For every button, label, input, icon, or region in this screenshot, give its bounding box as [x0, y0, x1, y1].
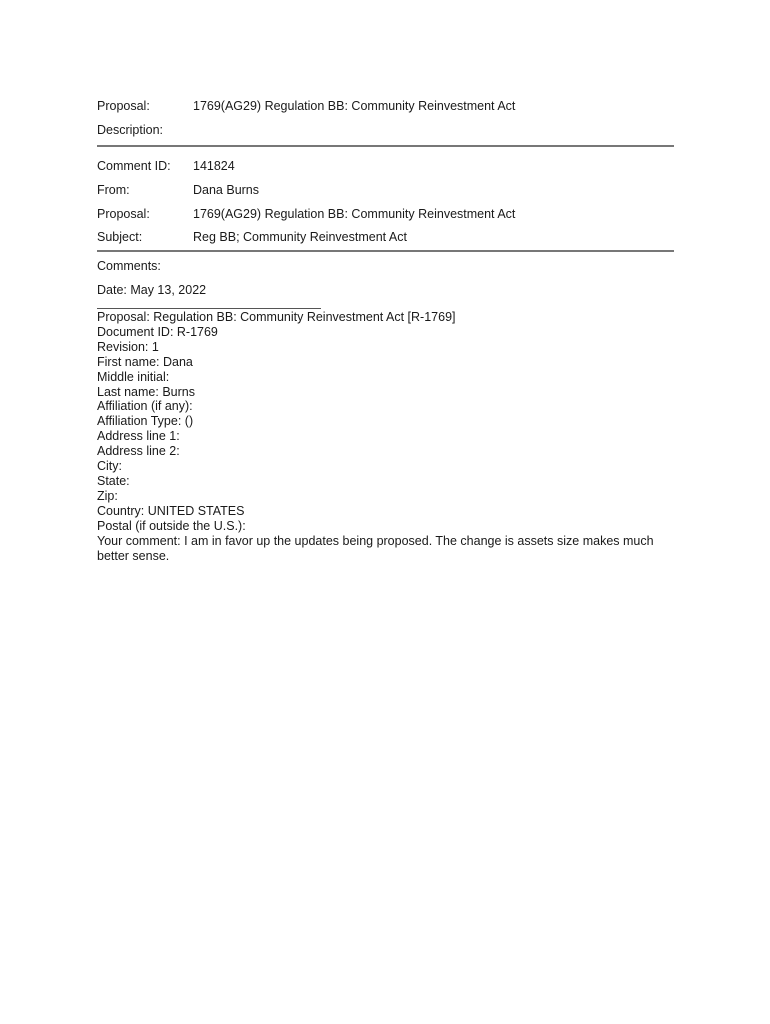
subject-row	[97, 229, 674, 246]
comment-document	[97, 98, 674, 563]
meta-proposal-row	[97, 206, 674, 223]
comment-date: Date: May 13, 2022	[97, 283, 207, 297]
body-state: State:	[97, 473, 130, 488]
body-country: Country: UNITED STATES	[97, 503, 245, 518]
comment-id-label: Comment ID:	[97, 159, 171, 173]
comments-label: Comments:	[97, 259, 161, 273]
body-affiliation: Affiliation (if any):	[97, 399, 193, 414]
header-proposal-value: 1769(AG29) Regulation BB: Community Reinvestment Act	[193, 99, 516, 113]
subject-label: Subject:	[97, 230, 143, 244]
from-value: Dana Burns	[193, 183, 260, 197]
meta-proposal-value: 1769(AG29) Regulation BB: Community Reinvestment Act	[193, 207, 516, 221]
body-zip: Zip:	[97, 488, 118, 503]
body-city: City:	[97, 459, 122, 474]
header-description-row	[97, 122, 674, 139]
section-divider-top	[97, 145, 674, 147]
section-divider-bottom	[97, 250, 674, 252]
comments-label-row	[97, 258, 674, 275]
header-section	[97, 98, 674, 139]
body-last-name: Last name: Burns	[97, 384, 195, 399]
from-row	[97, 182, 674, 199]
meta-proposal-label: Proposal:	[97, 207, 150, 221]
body-document-id: Document ID: R-1769	[97, 324, 218, 339]
header-proposal-label: Proposal:	[97, 99, 150, 113]
comment-separator-line	[97, 308, 321, 309]
body-revision: Revision: 1	[97, 339, 159, 354]
comment-id-value: 141824	[193, 159, 235, 173]
meta-section	[97, 158, 674, 246]
subject-value: Reg BB; Community Reinvestment Act	[193, 230, 407, 244]
body-address-line-2: Address line 2:	[97, 444, 180, 459]
body-your-comment: Your comment: I am in favor up the updates being proposed. The change is assets size makes much better sense.	[97, 533, 654, 563]
comment-body	[97, 310, 674, 563]
header-description-label: Description:	[97, 123, 163, 137]
from-label: From:	[97, 183, 130, 197]
header-proposal-row	[97, 98, 674, 115]
body-first-name: First name: Dana	[97, 354, 193, 369]
body-affiliation-type: Affiliation Type: ()	[97, 414, 194, 429]
body-middle-initial: Middle initial:	[97, 369, 170, 384]
body-proposal: Proposal: Regulation BB: Community Reinvestment Act [R-1769]	[97, 310, 456, 324]
comments-section	[97, 258, 674, 563]
body-postal: Postal (if outside the U.S.):	[97, 518, 246, 533]
date-row	[97, 282, 674, 299]
body-address-line-1: Address line 1:	[97, 429, 180, 444]
comment-id-row	[97, 158, 674, 175]
